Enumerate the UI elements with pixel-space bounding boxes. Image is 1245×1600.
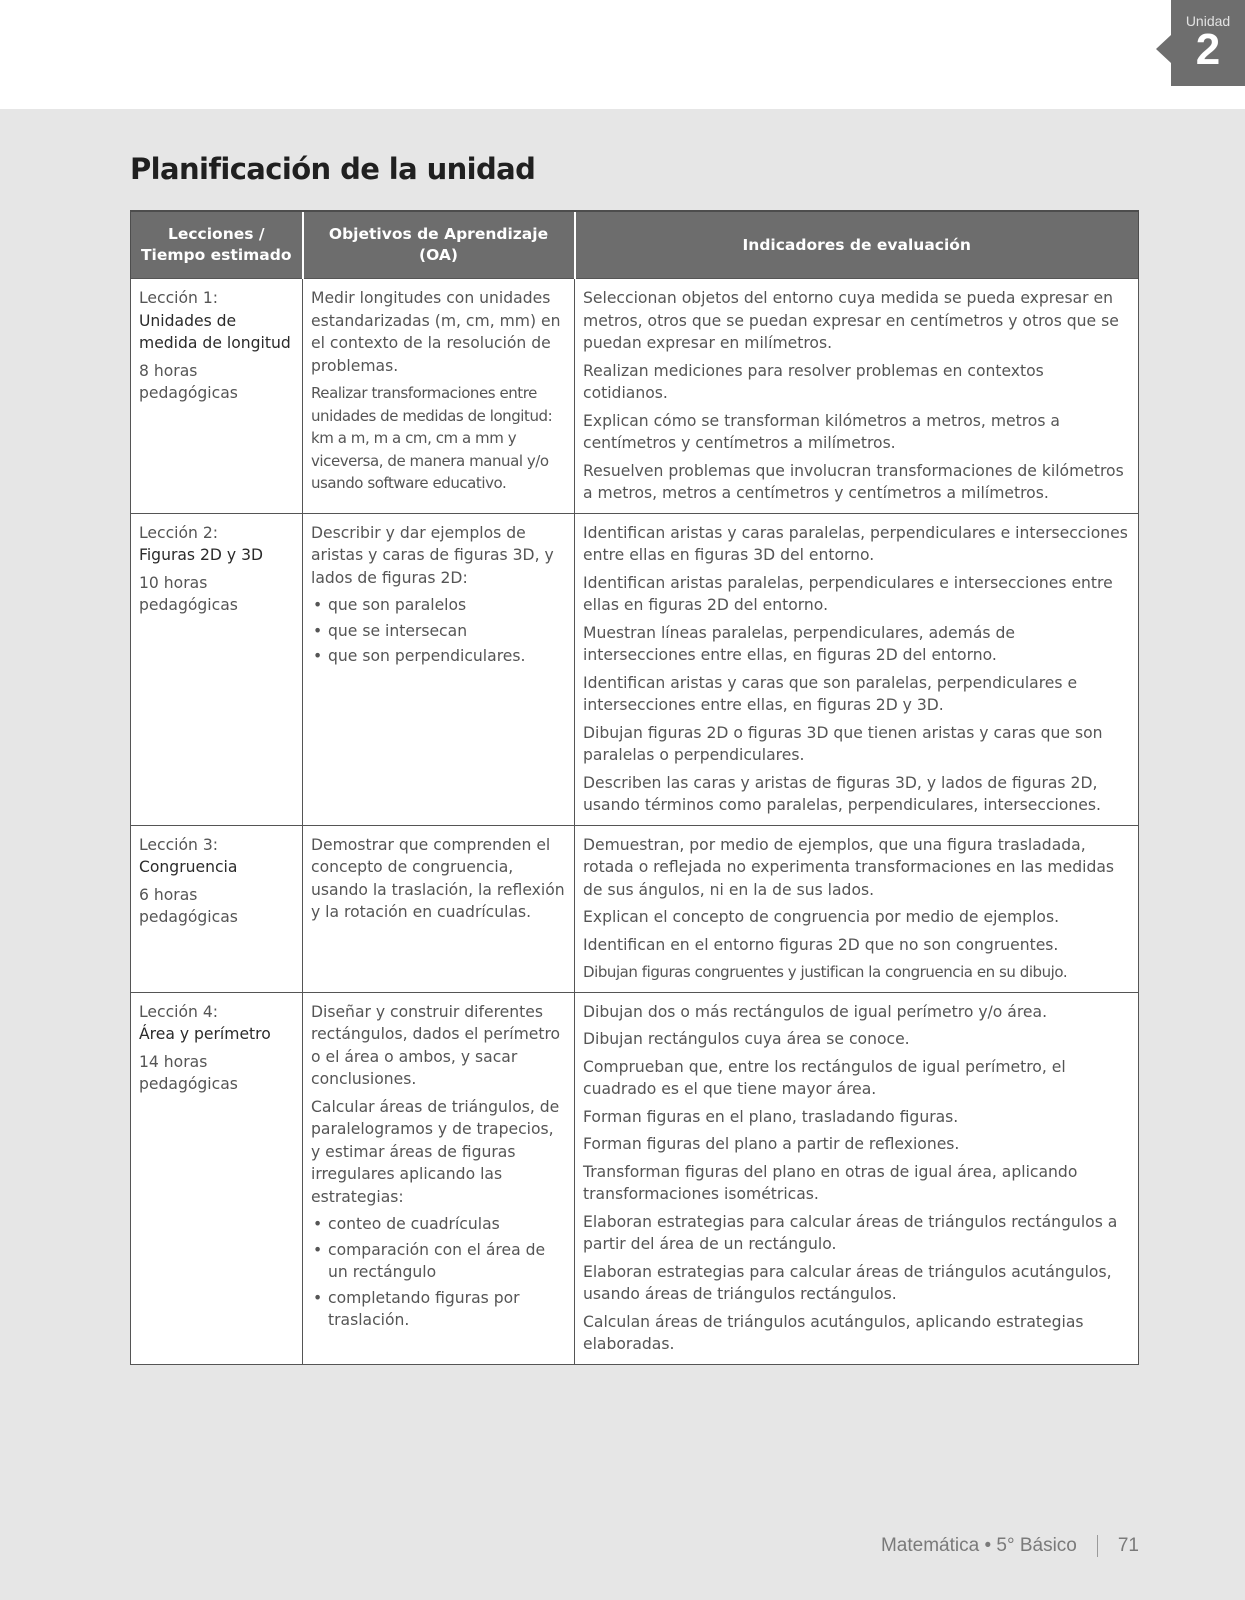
objective-bullet: • que son perpendiculares. [311,645,566,668]
indicator-text: Dibujan dos o más rectángulos de igual perímetro y/o área. [583,1002,1048,1021]
objective-bullet-list [311,594,566,668]
lesson-cell [131,825,303,992]
objective-text: Diseñar y construir diferentes rectángulos, dados el perímetro o el área o ambos, y sacar conclusiones. [311,1002,561,1088]
table-row [131,992,1139,1364]
indicator-text: Describen las caras y aristas de figuras 3D, y lados de figuras 2D, usando términos como paralelas, perpendiculares, intersecciones. [583,773,1101,814]
table-header-row [131,211,1139,279]
indicator-text: Explican cómo se transforman kilómetros a metros, metros a centímetros y centímetros a milímetros. [583,411,1060,452]
lesson-title: Área y perímetro [139,1025,271,1043]
table-row [131,513,1139,825]
planning-table [130,210,1139,1365]
objectives-cell [303,825,575,992]
unit-tab [1171,0,1245,86]
objective-text: Calcular áreas de triángulos, de paralelogramos y de trapecios, y estimar áreas de figuras irregulares aplicando las estrategias: [311,1097,560,1206]
objective-text: Demostrar que comprenden el concepto de congruencia, usando la traslación, la reflexión y la rotación en cuadrículas. [311,835,565,921]
objective-bullet: • que se intersecan [311,620,566,643]
page-footer [881,1535,1139,1557]
objective-text: Realizar transformaciones entre unidades de medidas de longitud: km a m, m a cm, cm a mm y viceversa, de manera manual y/o usando software educativo. [311,384,553,492]
indicator-text: Muestran líneas paralelas, perpendiculares, además de intersecciones entre ellas, en figuras 2D del entorno. [583,623,1015,664]
unit-label: Unidad [1185,13,1231,29]
objective-bullet: • comparación con el área de un rectángulo [311,1239,566,1284]
indicator-text: Identifican aristas paralelas, perpendiculares e intersecciones entre ellas en figuras 2D del entorno. [583,573,1113,614]
lesson-heading [139,522,294,567]
lesson-title: Unidades de medida de longitud [139,311,291,352]
objective-bullet-list [311,1213,566,1332]
objectives-cell [303,513,575,825]
page-title: Planificación de la unidad [130,152,536,186]
indicator-text: Elaboran estrategias para calcular áreas de triángulos rectángulos a partir del área de un rectángulo. [583,1212,1118,1253]
lesson-cell [131,279,303,514]
indicator-text: Calculan áreas de triángulos acutángulos, aplicando estrategias elaboradas. [583,1312,1084,1353]
header-indicators: Indicadores de evaluación [575,211,1139,279]
indicator-text: Elaboran estrategias para calcular áreas de triángulos acutángulos, usando áreas de triángulos rectángulos. [583,1262,1112,1303]
indicator-text: Resuelven problemas que involucran transformaciones de kilómetros a metros, metros a centímetros y centímetros a milímetros. [583,461,1124,502]
indicators-cell [575,513,1139,825]
indicators-cell [575,279,1139,514]
indicator-text: Dibujan figuras congruentes y justifican la congruencia en su dibujo. [583,963,1068,981]
lesson-title: Figuras 2D y 3D [139,546,263,564]
lesson-heading [139,287,294,355]
lesson-heading [139,1001,294,1046]
lesson-hours: 14 horas pedagógicas [139,1052,238,1093]
objective-text: Medir longitudes con unidades estandarizadas (m, cm, mm) en el contexto de la resolución de problemas. [311,289,561,375]
header-lessons: Lecciones / Tiempo estimado [131,211,303,279]
top-band [0,0,1245,109]
objective-bullet: • que son paralelos [311,594,566,617]
objective-bullet: • conteo de cuadrículas [311,1213,566,1236]
indicator-text: Realizan mediciones para resolver problemas en contextos cotidianos. [583,361,1044,402]
indicator-text: Dibujan rectángulos cuya área se conoce. [583,1030,910,1048]
indicators-cell [575,992,1139,1364]
objective-text: Describir y dar ejemplos de aristas y caras de figuras 3D, y lados de figuras 2D: [311,523,554,587]
lesson-hours: 8 horas pedagógicas [139,361,238,402]
indicator-text: Comprueban que, entre los rectángulos de igual perímetro, el cuadrado es el que tiene mayor área. [583,1057,1066,1098]
lesson-cell [131,513,303,825]
indicators-cell [575,825,1139,992]
objective-bullet: • completando figuras por traslación. [311,1287,566,1332]
indicator-text: Demuestran, por medio de ejemplos, que una figura trasladada, rotada o reflejada no experimenta transformaciones en las medidas de sus ángulos, ni en la de sus lados. [583,835,1115,899]
page-number: 71 [1117,1535,1139,1556]
lesson-number: Lección 1: [139,289,219,307]
indicator-text: Dibujan figuras 2D o figuras 3D que tienen aristas y caras que son paralelas o perpendiculares. [583,723,1103,764]
indicator-text: Forman figuras del plano a partir de reflexiones. [583,1135,960,1153]
lesson-title: Congruencia [139,858,238,876]
lesson-number: Lección 3: [139,835,219,854]
header-objectives: Objetivos de Aprendizaje (OA) [303,211,575,279]
table-row [131,825,1139,992]
indicator-text: Identifican aristas y caras que son paralelas, perpendiculares e intersecciones entre ellas, en figuras 2D y 3D. [583,673,1078,714]
indicator-text: Explican el concepto de congruencia por medio de ejemplos. [583,908,1060,926]
lesson-hours: 6 horas pedagógicas [139,885,238,926]
footer-subject: Matemática • 5° Básico [880,1535,1077,1556]
lesson-number: Lección 2: [139,523,219,542]
footer-divider [1097,1535,1098,1557]
indicator-text: Identifican en el entorno figuras 2D que no son congruentes. [583,935,1059,954]
lesson-hours: 10 horas pedagógicas [139,573,238,614]
table-body [131,279,1139,1365]
lesson-number: Lección 4: [139,1002,219,1021]
indicator-text: Seleccionan objetos del entorno cuya medida se pueda expresar en metros, otros que se puedan expresar en centímetros y otros que se puedan expresar en milímetros. [583,289,1119,352]
lesson-heading [139,834,294,879]
objectives-cell [303,992,575,1364]
indicator-text: Forman figuras en el plano, trasladando figuras. [583,1107,959,1126]
lesson-cell [131,992,303,1364]
indicator-text: Identifican aristas y caras paralelas, perpendiculares e intersecciones entre ellas en figuras 3D del entorno. [583,523,1128,564]
unit-number: 2 [1195,25,1221,74]
indicator-text: Transforman figuras del plano en otras de igual área, aplicando transformaciones isométricas. [583,1162,1078,1203]
objectives-cell [303,279,575,514]
table-row [131,279,1139,514]
